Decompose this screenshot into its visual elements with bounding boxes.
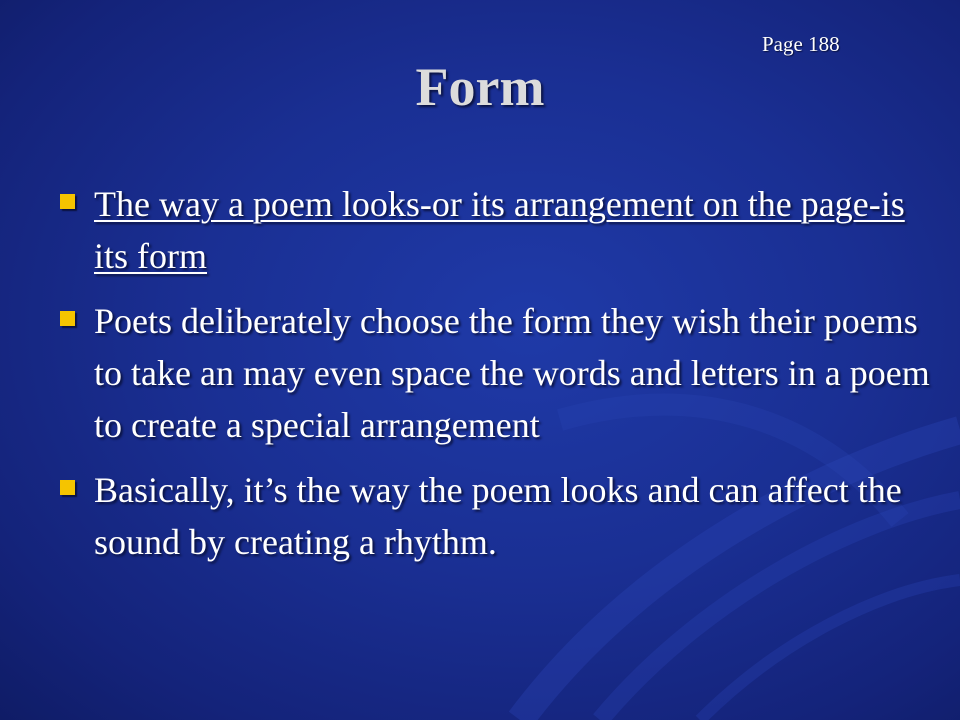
bullet-square-icon <box>60 194 75 209</box>
bullet-item <box>60 178 930 282</box>
bullet-item <box>60 464 930 568</box>
bullet-text: Poets deliberately choose the form they wish their poems to take an may even space the words and letters in a poem to create a special arrangement <box>94 301 930 445</box>
bullet-square-icon <box>60 311 75 326</box>
bullet-text: Basically, it’s the way the poem looks and can affect the sound by creating a rhythm. <box>94 470 902 562</box>
bullet-square-icon <box>60 480 75 495</box>
bullet-list <box>60 178 930 581</box>
bullet-item <box>60 295 930 451</box>
slide-title: Form <box>415 57 545 117</box>
page-reference: Page 188 <box>762 32 840 56</box>
bullet-text: The way a poem looks-or its arrangement on the page-is its form <box>94 184 905 276</box>
